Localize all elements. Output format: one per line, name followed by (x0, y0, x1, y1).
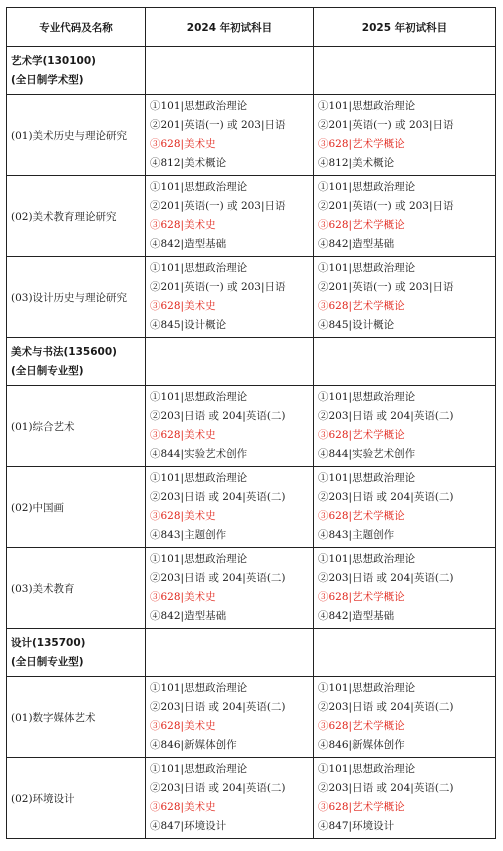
major-row (7, 467, 496, 548)
subject-line: ②201|英语(一) 或 203|日语 (318, 119, 454, 131)
empty-cell (146, 338, 314, 386)
subject-line: ①101|思想政治理论 (150, 763, 248, 775)
subject-line: ④847|环境设计 (150, 820, 227, 832)
subject-line: ④812|美术概论 (318, 157, 395, 169)
major-name: (03)美术教育 (7, 548, 146, 629)
subject-line: ④846|新媒体创作 (150, 739, 237, 751)
exam-subjects-table (6, 7, 496, 839)
major-name: (02)环境设计 (7, 758, 146, 839)
header-2025-subjects: 2025 年初试科目 (314, 8, 496, 47)
subject-line: ③628|艺术学概论 (318, 300, 405, 312)
subject-line: ③628|艺术学概论 (318, 219, 405, 231)
subject-line: ①101|思想政治理论 (150, 100, 248, 112)
subjects-2024-cell (146, 677, 314, 758)
subject-line: ④842|造型基础 (150, 610, 227, 622)
subject-line: ②201|英语(一) 或 203|日语 (318, 200, 454, 212)
subject-line: ①101|思想政治理论 (150, 472, 248, 484)
major-row (7, 176, 496, 257)
subject-line: ①101|思想政治理论 (150, 391, 248, 403)
subject-line: ④843|主题创作 (318, 529, 395, 541)
subject-line: ③628|美术史 (150, 429, 216, 441)
subject-line: ④842|造型基础 (318, 238, 395, 250)
major-row (7, 257, 496, 338)
subjects-2025-cell (314, 548, 496, 629)
subject-line: ④812|美术概论 (150, 157, 227, 169)
major-row (7, 386, 496, 467)
subject-line: ①101|思想政治理论 (150, 181, 248, 193)
subject-line: ①101|思想政治理论 (318, 181, 416, 193)
category-row (7, 629, 496, 677)
subject-line: ④843|主题创作 (150, 529, 227, 541)
subjects-2024-cell (146, 257, 314, 338)
subject-line: ②203|日语 或 204|英语(二) (150, 701, 286, 713)
subject-line: ②203|日语 或 204|英语(二) (318, 701, 454, 713)
subject-line: ④844|实验艺术创作 (150, 448, 248, 460)
subject-line: ②201|英语(一) 或 203|日语 (150, 200, 286, 212)
subject-line: ④842|造型基础 (318, 610, 395, 622)
subject-line: ④845|设计概论 (318, 319, 395, 331)
subject-line: ①101|思想政治理论 (318, 100, 416, 112)
subject-line: ②203|日语 或 204|英语(二) (150, 491, 286, 503)
empty-cell (314, 47, 496, 95)
subjects-2024-cell (146, 758, 314, 839)
subject-line: ③628|美术史 (150, 300, 216, 312)
subject-line: ②203|日语 或 204|英语(二) (318, 572, 454, 584)
subjects-2024-cell (146, 386, 314, 467)
subjects-2025-cell (314, 176, 496, 257)
subject-line: ④842|造型基础 (150, 238, 227, 250)
major-row (7, 758, 496, 839)
subject-line: ④844|实验艺术创作 (318, 448, 416, 460)
subject-line: ③628|美术史 (150, 219, 216, 231)
subject-line: ②203|日语 或 204|英语(二) (150, 572, 286, 584)
subject-line: ③628|艺术学概论 (318, 801, 405, 813)
subjects-2024-cell (146, 176, 314, 257)
major-name: (01)综合艺术 (7, 386, 146, 467)
empty-cell (146, 629, 314, 677)
subject-line: ②201|英语(一) 或 203|日语 (318, 281, 454, 293)
major-name: (03)设计历史与理论研究 (7, 257, 146, 338)
subjects-2025-cell (314, 467, 496, 548)
subject-line: ①101|思想政治理论 (318, 553, 416, 565)
subject-line: ①101|思想政治理论 (150, 262, 248, 274)
subjects-2024-cell (146, 95, 314, 176)
category-type: (全日制专业型) (11, 655, 84, 668)
category-row (7, 338, 496, 386)
category-type: (全日制专业型) (11, 364, 84, 377)
subject-line: ①101|思想政治理论 (150, 682, 248, 694)
subject-line: ③628|美术史 (150, 591, 216, 603)
major-row (7, 548, 496, 629)
subject-line: ③628|美术史 (150, 138, 216, 150)
empty-cell (146, 47, 314, 95)
empty-cell (314, 629, 496, 677)
subject-line: ②203|日语 或 204|英语(二) (150, 410, 286, 422)
subjects-2024-cell (146, 548, 314, 629)
subject-line: ②203|日语 或 204|英语(二) (318, 491, 454, 503)
subject-line: ①101|思想政治理论 (318, 763, 416, 775)
major-name: (01)美术历史与理论研究 (7, 95, 146, 176)
subject-line: ①101|思想政治理论 (318, 391, 416, 403)
subject-line: ③628|艺术学概论 (318, 429, 405, 441)
subject-line: ①101|思想政治理论 (318, 262, 416, 274)
subject-line: ③628|美术史 (150, 801, 216, 813)
subjects-2024-cell (146, 467, 314, 548)
subject-line: ②203|日语 或 204|英语(二) (150, 782, 286, 794)
empty-cell (314, 338, 496, 386)
subject-line: ③628|美术史 (150, 510, 216, 522)
subject-line: ②201|英语(一) 或 203|日语 (150, 281, 286, 293)
subject-line: ①101|思想政治理论 (318, 682, 416, 694)
category-name: 设计(135700) (11, 636, 86, 649)
subject-line: ④846|新媒体创作 (318, 739, 405, 751)
major-row (7, 677, 496, 758)
subjects-2025-cell (314, 95, 496, 176)
subjects-2025-cell (314, 257, 496, 338)
subject-line: ③628|艺术学概论 (318, 720, 405, 732)
category-name-cell (7, 47, 146, 95)
header-major-code-name: 专业代码及名称 (7, 8, 146, 47)
subject-line: ④845|设计概论 (150, 319, 227, 331)
subject-line: ③628|艺术学概论 (318, 510, 405, 522)
major-name: (02)美术教育理论研究 (7, 176, 146, 257)
header-row (7, 8, 496, 47)
subject-line: ③628|艺术学概论 (318, 591, 405, 603)
subject-line: ③628|美术史 (150, 720, 216, 732)
subject-line: ②201|英语(一) 或 203|日语 (150, 119, 286, 131)
category-type: (全日制学术型) (11, 73, 84, 86)
header-2024-subjects: 2024 年初试科目 (146, 8, 314, 47)
major-name: (02)中国画 (7, 467, 146, 548)
category-name-cell (7, 338, 146, 386)
subject-line: ④847|环境设计 (318, 820, 395, 832)
category-row (7, 47, 496, 95)
subject-line: ①101|思想政治理论 (318, 472, 416, 484)
subjects-2025-cell (314, 677, 496, 758)
category-name: 艺术学(130100) (11, 54, 96, 67)
category-name: 美术与书法(135600) (11, 345, 117, 358)
subjects-2025-cell (314, 758, 496, 839)
subject-line: ①101|思想政治理论 (150, 553, 248, 565)
subject-line: ③628|艺术学概论 (318, 138, 405, 150)
subject-line: ②203|日语 或 204|英语(二) (318, 782, 454, 794)
subject-line: ②203|日语 或 204|英语(二) (318, 410, 454, 422)
category-name-cell (7, 629, 146, 677)
subjects-2025-cell (314, 386, 496, 467)
major-row (7, 95, 496, 176)
major-name: (01)数字媒体艺术 (7, 677, 146, 758)
